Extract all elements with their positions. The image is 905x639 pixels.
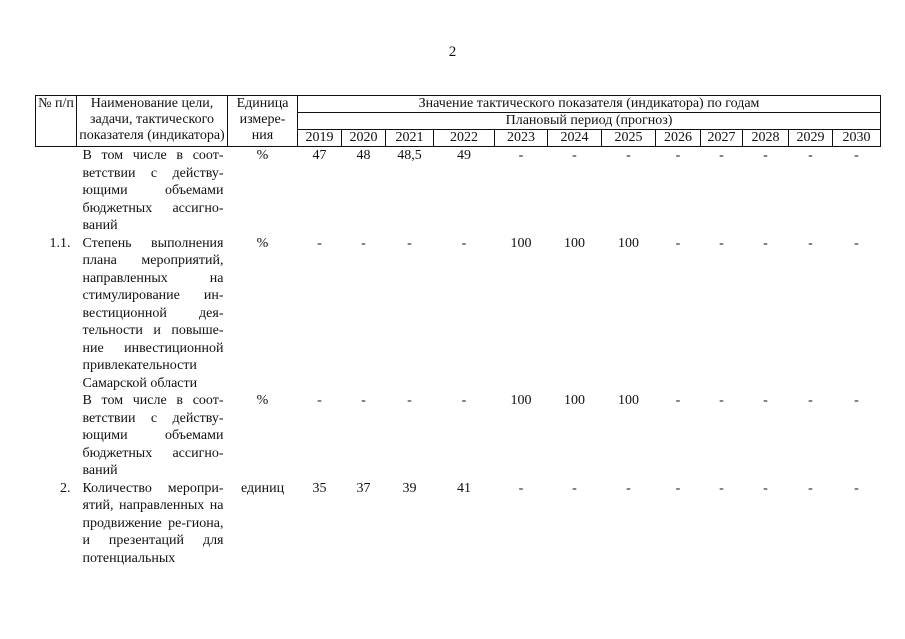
row-unit: % bbox=[256, 148, 269, 163]
row-unit: единиц bbox=[240, 480, 285, 496]
row-value: - bbox=[808, 480, 813, 496]
row-value: - bbox=[763, 480, 768, 496]
row-value: 100 bbox=[564, 235, 585, 251]
year-header: 2027 bbox=[701, 130, 743, 147]
row-value: 100 bbox=[510, 235, 532, 251]
row-value: - bbox=[317, 235, 322, 251]
page-number: 2 bbox=[448, 44, 457, 60]
row-value: 41 bbox=[457, 480, 471, 496]
header-values: Значение тактического показателя (индикатора) по годам bbox=[298, 96, 881, 113]
row-value: - bbox=[808, 148, 813, 163]
header-name: Наименование цели, задачи, тактического показателя (индикатора) bbox=[77, 96, 228, 147]
row-value: 100 bbox=[564, 393, 585, 408]
row-number bbox=[36, 392, 77, 480]
row-value: 100 bbox=[618, 235, 639, 251]
row-value: - bbox=[518, 480, 524, 496]
row-value: 48 bbox=[356, 148, 371, 163]
row-value: 37 bbox=[356, 480, 371, 496]
row-value: - bbox=[854, 148, 859, 163]
header-plan-period: Плановый период (прогноз) bbox=[298, 113, 881, 130]
year-header: 2030 bbox=[833, 130, 881, 147]
row-value: - bbox=[572, 480, 577, 496]
year-header: 2019 bbox=[298, 130, 342, 147]
row-number: 2. bbox=[60, 480, 71, 496]
row-value: 35 bbox=[312, 480, 327, 496]
row-value: - bbox=[719, 148, 724, 163]
row-value: - bbox=[317, 393, 322, 408]
row-value: - bbox=[626, 148, 631, 163]
year-header: 2022 bbox=[434, 130, 495, 147]
year-header: 2021 bbox=[386, 130, 434, 147]
year-header: 2028 bbox=[743, 130, 789, 147]
row-name: В том числе в соот-ветствии с действу-ющими объемами бюджетных ассигно-ваний bbox=[82, 393, 224, 478]
indicators-table bbox=[35, 95, 881, 567]
row-value: - bbox=[719, 480, 724, 496]
row-value: 47 bbox=[312, 148, 327, 163]
row-value: - bbox=[763, 393, 768, 408]
row-name: В том числе в соот-ветствии с действу-ющими объемами бюджетных ассигно-ваний bbox=[82, 148, 224, 233]
row-value: - bbox=[763, 148, 768, 163]
row-value: 48,5 bbox=[397, 148, 422, 163]
header-unit: Единица измере-ния bbox=[228, 96, 298, 147]
row-value: - bbox=[675, 480, 681, 496]
row-unit: % bbox=[256, 393, 269, 408]
row-value: - bbox=[407, 235, 412, 251]
row-number: 1.1. bbox=[49, 235, 71, 251]
row-value: - bbox=[461, 393, 467, 408]
row-value: 100 bbox=[510, 393, 532, 408]
row-value: - bbox=[719, 235, 724, 251]
row-value: - bbox=[854, 480, 859, 496]
row-value: 100 bbox=[618, 393, 639, 408]
row-value: - bbox=[763, 235, 768, 251]
row-name: Степень выполнения плана мероприятий, направленных на стимулирование ин-вестиционной дея-тельности и повыше-ние инвестиционной привлекательности Самарской области bbox=[82, 235, 224, 391]
table-row bbox=[36, 147, 881, 235]
table-row bbox=[36, 480, 881, 568]
year-header: 2025 bbox=[602, 130, 656, 147]
row-value: - bbox=[854, 393, 859, 408]
year-header: 2029 bbox=[789, 130, 833, 147]
row-value: - bbox=[719, 393, 724, 408]
row-value: - bbox=[461, 235, 467, 251]
row-unit: % bbox=[256, 235, 269, 251]
row-value: - bbox=[626, 480, 631, 496]
table-row bbox=[36, 392, 881, 480]
row-value: - bbox=[407, 393, 412, 408]
year-header: 2024 bbox=[548, 130, 602, 147]
row-number bbox=[36, 147, 77, 235]
table-row bbox=[36, 235, 881, 393]
table-header bbox=[36, 96, 881, 147]
row-value: - bbox=[808, 235, 813, 251]
row-value: - bbox=[518, 148, 524, 163]
year-header: 2020 bbox=[342, 130, 386, 147]
row-value: - bbox=[361, 393, 366, 408]
row-name: Количество меропри-ятий, направленных на продвижение ре-гиона, и презентаций для потенциальных bbox=[82, 480, 224, 566]
header-number: № п/п bbox=[36, 96, 77, 147]
row-value: - bbox=[675, 148, 681, 163]
row-value: - bbox=[675, 235, 681, 251]
row-value: - bbox=[361, 235, 366, 251]
row-value: - bbox=[854, 235, 859, 251]
row-value: - bbox=[572, 148, 577, 163]
row-value: - bbox=[808, 393, 813, 408]
row-value: - bbox=[675, 393, 681, 408]
year-header: 2023 bbox=[495, 130, 548, 147]
row-value: 49 bbox=[457, 148, 471, 163]
row-value: 39 bbox=[402, 480, 417, 496]
year-header: 2026 bbox=[656, 130, 701, 147]
